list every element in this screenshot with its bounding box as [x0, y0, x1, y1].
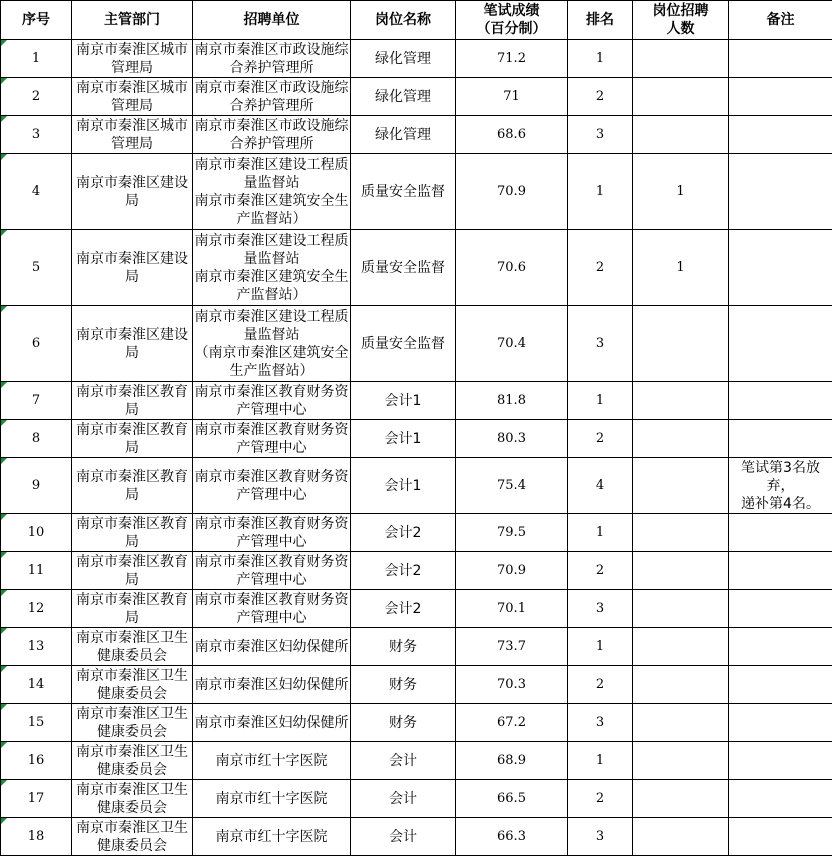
cell-rank[interactable]: 1 [568, 628, 633, 666]
cell-post[interactable]: 会计 [351, 818, 456, 856]
cell-hires[interactable] [633, 818, 729, 856]
cell-dept[interactable]: 南京市秦淮区城市管理局 [72, 40, 193, 78]
cell-dept[interactable]: 南京市秦淮区卫生健康委员会 [72, 742, 193, 780]
cell-score[interactable]: 79.5 [456, 514, 568, 552]
cell-rank[interactable]: 1 [568, 514, 633, 552]
cell-unit[interactable]: 南京市秦淮区建设工程质量监督站 南京市秦淮区建筑安全生产监督站） [193, 230, 351, 306]
cell-score[interactable]: 66.3 [456, 818, 568, 856]
cell-note[interactable] [729, 420, 832, 458]
cell-score[interactable]: 66.5 [456, 780, 568, 818]
table-row [1, 420, 832, 458]
cell-unit[interactable]: 南京市秦淮区教育财务资产管理中心 [194, 421, 349, 456]
cell-score[interactable]: 70.1 [456, 590, 568, 628]
table-row [1, 666, 832, 704]
cell-hires[interactable] [633, 116, 729, 154]
cell-post[interactable]: 会计1 [351, 420, 456, 458]
cell-dept[interactable]: 南京市秦淮区教育局 [72, 458, 193, 514]
cell-unit[interactable]: 南京市秦淮区建设工程质量监督站 南京市秦淮区建筑安全生产监督站） [193, 154, 351, 230]
table-row [1, 590, 832, 628]
cell-rank[interactable]: 3 [568, 704, 633, 742]
cell-rank[interactable]: 1 [568, 742, 633, 780]
table-row [1, 704, 832, 742]
cell-rank[interactable]: 2 [568, 552, 633, 590]
cell-dept[interactable]: 南京市秦淮区卫生健康委员会 [72, 704, 193, 742]
cell-rank[interactable]: 3 [568, 818, 633, 856]
cell-post[interactable]: 财务 [351, 704, 456, 742]
cell-no[interactable]: 15 [1, 704, 72, 742]
table-row [1, 306, 832, 382]
cell-dept[interactable]: 南京市秦淮区城市管理局 [72, 116, 193, 154]
cell-unit[interactable]: 南京市红十字医院 [193, 818, 351, 856]
cell-unit[interactable]: 南京市秦淮区教育财务资产管理中心 [194, 591, 349, 626]
table-row [1, 40, 832, 78]
cell-dept[interactable]: 南京市秦淮区城市管理局 [72, 78, 193, 116]
table-row [1, 382, 832, 420]
cell-no[interactable]: 9 [1, 458, 72, 514]
cell-score[interactable]: 80.3 [456, 420, 568, 458]
cell-score[interactable]: 70.9 [456, 154, 568, 230]
cell-no[interactable]: 12 [1, 590, 72, 628]
header-hires[interactable]: 岗位招聘 人数 [633, 1, 729, 40]
cell-no[interactable]: 18 [1, 818, 72, 856]
cell-hires[interactable] [633, 382, 729, 420]
cell-no[interactable]: 17 [1, 780, 72, 818]
cell-note[interactable] [729, 154, 832, 230]
cell-score[interactable]: 68.6 [456, 116, 568, 154]
cell-note[interactable] [729, 552, 832, 590]
cell-no[interactable]: 11 [1, 552, 72, 590]
cell-unit[interactable]: 南京市秦淮区妇幼保健所 [193, 666, 351, 704]
cell-hires[interactable] [633, 78, 729, 116]
cell-unit[interactable]: 南京市秦淮区妇幼保健所 [193, 704, 351, 742]
cell-no[interactable]: 5 [1, 230, 72, 306]
cell-note[interactable] [729, 742, 832, 780]
cell-no[interactable]: 7 [1, 382, 72, 420]
cell-dept[interactable]: 南京市秦淮区建设局 [72, 306, 193, 382]
table-row [1, 154, 832, 230]
cell-no[interactable]: 16 [1, 742, 72, 780]
cell-rank[interactable]: 2 [568, 78, 633, 116]
cell-dept[interactable]: 南京市秦淮区卫生健康委员会 [72, 628, 193, 666]
table-row [1, 514, 832, 552]
cell-hires[interactable] [633, 628, 729, 666]
table-row [1, 458, 832, 514]
cell-post[interactable]: 会计2 [351, 514, 456, 552]
cell-post[interactable]: 质量安全监督 [351, 154, 456, 230]
cell-note[interactable] [729, 514, 832, 552]
cell-unit[interactable]: 南京市秦淮区建设工程质量监督站 （南京市秦淮区建筑安全生产监督站） [193, 306, 351, 382]
cell-dept[interactable]: 南京市秦淮区教育局 [72, 420, 193, 458]
cell-note[interactable] [729, 40, 832, 78]
cell-hires[interactable]: 1 [633, 154, 729, 230]
table-row [1, 742, 832, 780]
cell-unit[interactable]: 南京市秦淮区教育财务资产管理中心 [194, 515, 349, 550]
table-row [1, 780, 832, 818]
cell-post[interactable]: 会计 [351, 780, 456, 818]
cell-hires[interactable] [633, 514, 729, 552]
cell-unit[interactable]: 南京市红十字医院 [193, 742, 351, 780]
cell-no[interactable]: 2 [1, 78, 72, 116]
cell-hires[interactable] [633, 552, 729, 590]
cell-unit[interactable]: 南京市秦淮区教育财务资产管理中心 [194, 553, 349, 588]
cell-unit[interactable]: 南京市秦淮区市政设施综合养护管理所 [194, 41, 349, 76]
header-note[interactable]: 备注 [729, 1, 832, 40]
cell-post[interactable]: 绿化管理 [351, 78, 456, 116]
cell-rank[interactable]: 3 [568, 306, 633, 382]
cell-score[interactable]: 73.7 [456, 628, 568, 666]
cell-unit[interactable]: 南京市秦淮区妇幼保健所 [193, 628, 351, 666]
cell-post[interactable]: 会计2 [351, 552, 456, 590]
cell-hires[interactable] [633, 742, 729, 780]
cell-dept[interactable]: 南京市秦淮区教育局 [72, 552, 193, 590]
cell-rank[interactable]: 2 [568, 666, 633, 704]
cell-score[interactable]: 68.9 [456, 742, 568, 780]
cell-rank[interactable]: 3 [568, 116, 633, 154]
cell-no[interactable]: 6 [1, 306, 72, 382]
cell-hires[interactable]: 1 [633, 230, 729, 306]
table-row [1, 78, 832, 116]
table-row [1, 552, 832, 590]
cell-note[interactable] [729, 780, 832, 818]
cell-note[interactable] [729, 382, 832, 420]
cell-note[interactable] [729, 818, 832, 856]
cell-unit[interactable]: 南京市红十字医院 [193, 780, 351, 818]
cell-score[interactable]: 70.6 [456, 230, 568, 306]
cell-note[interactable] [729, 230, 832, 306]
cell-no[interactable]: 4 [1, 154, 72, 230]
header-score[interactable]: 笔试成绩 （百分制） [456, 1, 568, 40]
header-unit[interactable]: 招聘单位 [193, 1, 351, 40]
cell-score[interactable]: 67.2 [456, 704, 568, 742]
cell-post[interactable]: 质量安全监督 [351, 230, 456, 306]
cell-note[interactable] [729, 666, 832, 704]
cell-rank[interactable]: 2 [568, 420, 633, 458]
cell-post[interactable]: 财务 [351, 628, 456, 666]
cell-note[interactable] [729, 590, 832, 628]
cell-dept[interactable]: 南京市秦淮区卫生健康委员会 [72, 818, 193, 856]
cell-dept[interactable]: 南京市秦淮区卫生健康委员会 [72, 666, 193, 704]
cell-rank[interactable]: 2 [568, 230, 633, 306]
cell-note[interactable] [729, 704, 832, 742]
table-row [1, 818, 832, 856]
header-rank[interactable]: 排名 [568, 1, 633, 40]
cell-score[interactable]: 70.3 [456, 666, 568, 704]
cell-unit[interactable]: 南京市秦淮区教育财务资产管理中心 [193, 458, 351, 514]
cell-hires[interactable] [633, 458, 729, 514]
cell-score[interactable]: 70.4 [456, 306, 568, 382]
cell-no[interactable]: 13 [1, 628, 72, 666]
cell-dept[interactable]: 南京市秦淮区卫生健康委员会 [72, 780, 193, 818]
table-row [1, 628, 832, 666]
cell-post[interactable]: 绿化管理 [351, 40, 456, 78]
cell-no[interactable]: 14 [1, 666, 72, 704]
cell-post[interactable]: 财务 [351, 666, 456, 704]
cell-post[interactable]: 绿化管理 [351, 116, 456, 154]
header-post[interactable]: 岗位名称 [351, 1, 456, 40]
cell-hires[interactable] [633, 704, 729, 742]
cell-hires[interactable] [633, 590, 729, 628]
cell-note[interactable] [729, 628, 832, 666]
table-row [1, 116, 832, 154]
cell-note[interactable]: 笔试第3名放弃， 递补第4名。 [729, 458, 832, 514]
cell-rank[interactable]: 4 [568, 458, 633, 514]
cell-rank[interactable]: 1 [568, 154, 633, 230]
cell-post[interactable]: 会计 [351, 742, 456, 780]
cell-score[interactable]: 71.2 [456, 40, 568, 78]
cell-post[interactable]: 会计1 [351, 382, 456, 420]
cell-dept[interactable]: 南京市秦淮区建设局 [72, 230, 193, 306]
cell-unit[interactable]: 南京市秦淮区市政设施综合养护管理所 [194, 79, 349, 114]
cell-dept[interactable]: 南京市秦淮区教育局 [72, 590, 193, 628]
table-row [1, 230, 832, 306]
cell-post[interactable]: 质量安全监督 [351, 306, 456, 382]
header-row [1, 1, 832, 40]
cell-hires[interactable] [633, 780, 729, 818]
cell-note[interactable] [729, 116, 832, 154]
cell-score[interactable]: 81.8 [456, 382, 568, 420]
cell-rank[interactable]: 3 [568, 590, 633, 628]
cell-hires[interactable] [633, 306, 729, 382]
cell-dept[interactable]: 南京市秦淮区教育局 [72, 514, 193, 552]
cell-hires[interactable] [633, 40, 729, 78]
cell-hires[interactable] [633, 420, 729, 458]
cell-dept[interactable]: 南京市秦淮区教育局 [72, 382, 193, 420]
header-dept[interactable]: 主管部门 [72, 1, 193, 40]
cell-note[interactable] [729, 78, 832, 116]
cell-score[interactable]: 71 [456, 78, 568, 116]
cell-no[interactable]: 10 [1, 514, 72, 552]
cell-no[interactable]: 1 [1, 40, 72, 78]
cell-score[interactable]: 70.9 [456, 552, 568, 590]
cell-dept[interactable]: 南京市秦淮区建设局 [72, 154, 193, 230]
cell-rank[interactable]: 1 [568, 40, 633, 78]
cell-no[interactable]: 3 [1, 116, 72, 154]
cell-rank[interactable]: 2 [568, 780, 633, 818]
cell-score[interactable]: 75.4 [456, 458, 568, 514]
cell-hires[interactable] [633, 666, 729, 704]
cell-note[interactable] [729, 306, 832, 382]
cell-unit[interactable]: 南京市秦淮区市政设施综合养护管理所 [194, 117, 349, 152]
cell-unit[interactable]: 南京市秦淮区教育财务资产管理中心 [194, 383, 349, 418]
cell-post[interactable]: 会计1 [351, 458, 456, 514]
cell-no[interactable]: 8 [1, 420, 72, 458]
cell-post[interactable]: 会计2 [351, 590, 456, 628]
header-no[interactable]: 序号 [1, 1, 72, 40]
cell-rank[interactable]: 1 [568, 382, 633, 420]
